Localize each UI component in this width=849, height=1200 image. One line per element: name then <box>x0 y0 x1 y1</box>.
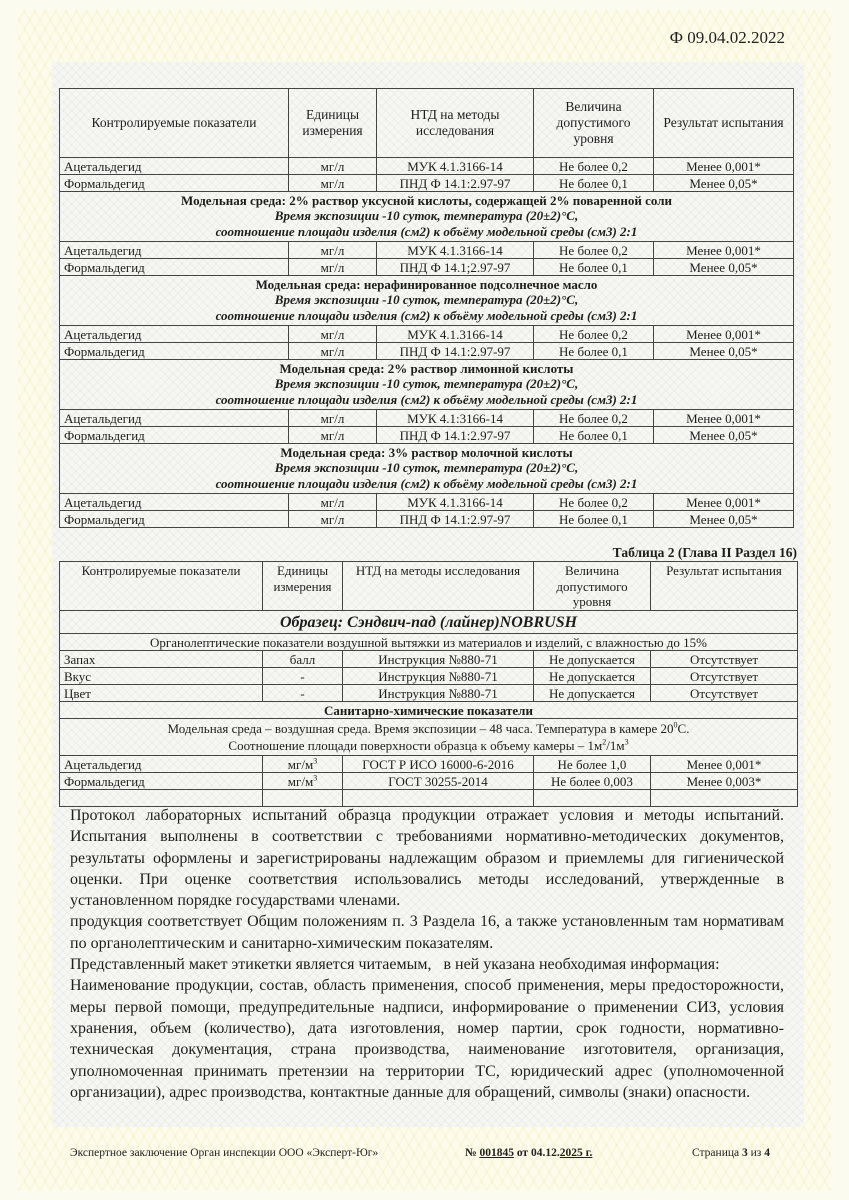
cell-method: МУК 4.1.3166-14 <box>377 158 534 175</box>
sanitary-title-row <box>60 702 798 719</box>
paragraph-label-intro: Представленный макет этикетки является читаемым, в ней указана необходимая информация: <box>70 956 720 974</box>
section-ratio: соотношение площади изделия (см2) к объёму модельной среды (см3) 2:1 <box>215 392 638 407</box>
table2-header-row <box>60 562 798 611</box>
cell-limit: Не более 0,2 <box>534 410 654 427</box>
results-table-1 <box>59 88 794 528</box>
cell-method: ГОСТ 30255-2014 <box>343 773 534 790</box>
empty-cell <box>651 790 798 807</box>
header-unit: Единицы измерения <box>289 89 377 158</box>
table-row <box>60 410 794 427</box>
model-air-line2-mid: /1м <box>606 738 625 753</box>
cell-indicator: Формальдегид <box>60 511 289 528</box>
table-row <box>60 343 794 360</box>
sample-row <box>60 611 798 634</box>
unit-text: мг/м <box>287 756 314 772</box>
cell-unit <box>263 756 343 773</box>
cell-result: Отсутствует <box>651 651 798 668</box>
cell-limit: Не более 0,2 <box>534 494 654 511</box>
model-air-line1-unit: С. <box>677 721 690 736</box>
model-medium-section <box>60 276 794 326</box>
cell-indicator: Ацетальдегид <box>60 410 289 427</box>
table2-caption: Таблица 2 (Глава II Раздел 16) <box>612 545 797 560</box>
date-part-a: 04.12. <box>530 1147 560 1159</box>
page-total: 4 <box>764 1147 770 1159</box>
table-row <box>60 259 794 276</box>
degree-sup: 0 <box>673 720 678 730</box>
empty-cell <box>343 790 534 807</box>
page-current: 3 <box>741 1147 748 1159</box>
unit-sup: 3 <box>313 773 318 783</box>
cell-result: Менее 0,05* <box>654 427 794 444</box>
cell-limit: Не допускается <box>534 685 651 702</box>
cell-method: ПНД Ф 14.1:2.97-97 <box>377 427 534 444</box>
results-table-2 <box>59 561 798 807</box>
cell-limit: Не более 0,003 <box>534 773 651 790</box>
cell-indicator: Формальдегид <box>60 343 289 360</box>
cell-result: Менее 0,05* <box>654 259 794 276</box>
empty-row <box>60 790 798 807</box>
unit-text: мг/м <box>287 773 314 789</box>
cell-unit: мг/л <box>289 242 377 259</box>
table-row <box>60 685 798 702</box>
cell-unit: мг/л <box>289 326 377 343</box>
header-indicator: Контролируемые показатели <box>60 89 289 158</box>
table-row <box>60 756 798 773</box>
organoleptic-caption-row <box>60 634 798 651</box>
cell-indicator: Формальдегид <box>60 175 289 192</box>
section-exposure: Время экспозиции -10 суток, температура (20±2)°С, <box>274 208 579 223</box>
table-row <box>60 427 794 444</box>
table-row <box>60 668 798 685</box>
paragraph-protocol: Протокол лабораторных испытаний образца продукции отражает условия и методы испытаний. Испытания выполнены в соответствии с требованиями нормативно-методических документов, результаты оформлены и зарегистрированы надлежащим образом и приемлемы для гигиенической оценки. При оценке соответствия использовались методы исследований, утвержденные в установленном порядке государствами членами. <box>70 807 784 910</box>
cell-method: ПНД Ф 14.1;2.97-97 <box>377 259 534 276</box>
header-result: Результат испытания <box>651 562 798 611</box>
cell-result: Менее 0,001* <box>654 494 794 511</box>
header-limit: Величина допустимого уровня <box>534 562 651 611</box>
section-title: Модельная среда: 2% раствор уксусной кислоты, содержащей 2% поваренной соли <box>180 193 672 208</box>
page-label: Страница <box>692 1147 742 1159</box>
number-value: 001845 <box>479 1147 514 1159</box>
cell-method: МУК 4.1.3166-14 <box>377 494 534 511</box>
cell-limit: Не более 0,2 <box>534 158 654 175</box>
empty-cell <box>60 790 263 807</box>
cell-result: Менее 0,05* <box>654 343 794 360</box>
table-row <box>60 494 794 511</box>
cell-indicator: Ацетальдегид <box>60 756 263 773</box>
cell-indicator: Цвет <box>60 685 263 702</box>
number-from: от <box>513 1147 531 1159</box>
section-row <box>60 444 794 494</box>
empty-cell <box>534 790 651 807</box>
date-part-b: 2025 г. <box>559 1147 593 1159</box>
cell-limit: Не допускается <box>534 651 651 668</box>
cell-unit <box>263 773 343 790</box>
table-row <box>60 158 794 175</box>
table-row <box>60 651 798 668</box>
cell-limit: Не более 1,0 <box>534 756 651 773</box>
number-prefix: № <box>465 1147 480 1159</box>
table1-header-row <box>60 89 794 158</box>
header-method: НТД на методы исследования <box>343 562 534 611</box>
sanitary-title: Санитарно-химические показатели <box>60 702 798 719</box>
section-row <box>60 276 794 326</box>
cell-limit: Не более 0,1 <box>534 343 654 360</box>
section-exposure: Время экспозиции -10 суток, температура (20±2)°С, <box>274 460 579 475</box>
cell-indicator: Формальдегид <box>60 427 289 444</box>
paragraph-compliance: продукция соответствует Общим положениям п. 3 Раздела 16, а также установленным там нормативам по органолептическим и санитарно-химическим показателям. <box>70 913 784 952</box>
cell-indicator: Ацетальдегид <box>60 494 289 511</box>
header-method: НТД на методы исследования <box>377 89 534 158</box>
cell-limit: Не более 0,2 <box>534 242 654 259</box>
cell-limit: Не более 0,1 <box>534 511 654 528</box>
header-unit: Единицы измерения <box>263 562 343 611</box>
model-air-line2-text: Соотношение площади поверхности образца к объему камеры – 1м <box>228 738 603 753</box>
header-result: Результат испытания <box>654 89 794 158</box>
cell-limit: Не более 0,1 <box>534 427 654 444</box>
cell-result: Менее 0,001* <box>654 410 794 427</box>
model-air-row <box>60 719 798 756</box>
section-row <box>60 192 794 242</box>
cell-limit: Не более 0,1 <box>534 175 654 192</box>
cell-unit: - <box>263 668 343 685</box>
sup-3: 3 <box>624 737 629 747</box>
paragraph-label-info: Наименование продукции, состав, область применения, способ применения, меры предосторожности, меры первой помощи, предупредительные надписи, информирование о применении СИЗ, условия хранения, объем (количество), дата изготовления, номер партии, срок годности, нормативно-техническая документация, страна производства, наименование изготовителя, организация, уполномоченная принимать претензии на территории ТС, юридический адрес (уполномоченной организации), адрес производства, контактные данные для обращений, символы (знаки) опасности. <box>70 977 784 1101</box>
footer-document-number <box>465 1147 592 1159</box>
sup-2: 2 <box>602 737 607 747</box>
table-row <box>60 242 794 259</box>
cell-result: Менее 0,001* <box>654 158 794 175</box>
cell-indicator: Вкус <box>60 668 263 685</box>
cell-method: МУК 4.1.3166-14 <box>377 242 534 259</box>
table-row <box>60 326 794 343</box>
cell-result: Менее 0,003* <box>651 773 798 790</box>
model-medium-section <box>60 360 794 410</box>
model-air-line2 <box>228 738 628 753</box>
cell-indicator: Ацетальдегид <box>60 326 289 343</box>
section-title: Модельная среда: 3% раствор молочной кислоты <box>280 445 573 460</box>
form-code: Ф 09.04.02.2022 <box>669 28 785 47</box>
cell-unit: мг/л <box>289 410 377 427</box>
model-air-conditions <box>60 719 798 756</box>
cell-unit: мг/л <box>289 511 377 528</box>
section-ratio: соотношение площади изделия (см2) к объёму модельной среды (см3) 2:1 <box>215 308 638 323</box>
model-air-line1 <box>168 721 690 736</box>
cell-limit: Не более 0,2 <box>534 326 654 343</box>
section-title: Модельная среда: нерафинированное подсолнечное масло <box>255 277 598 292</box>
cell-result: Отсутствует <box>651 668 798 685</box>
cell-unit: мг/л <box>289 158 377 175</box>
cell-unit: мг/л <box>289 427 377 444</box>
cell-unit: мг/л <box>289 175 377 192</box>
cell-indicator: Ацетальдегид <box>60 242 289 259</box>
cell-indicator: Формальдегид <box>60 773 263 790</box>
cell-method: Инструкция №880-71 <box>343 685 534 702</box>
header-limit: Величина допустимого уровня <box>534 89 654 158</box>
sample-title: Образец: Сэндвич-пад (лайнер)NOBRUSH <box>60 611 798 634</box>
organoleptic-caption: Органолептические показатели воздушной вытяжки из материалов и изделий, с влажностью до 15% <box>60 634 798 651</box>
cell-result: Менее 0,001* <box>654 326 794 343</box>
section-exposure: Время экспозиции -10 суток, температура (20±2)°С, <box>274 376 579 391</box>
model-medium-section <box>60 444 794 494</box>
table-row <box>60 511 794 528</box>
cell-unit: балл <box>263 651 343 668</box>
conclusion-text <box>70 805 784 1103</box>
cell-result: Отсутствует <box>651 685 798 702</box>
unit-sup: 3 <box>313 756 318 766</box>
empty-cell <box>263 790 343 807</box>
cell-limit: Не допускается <box>534 668 651 685</box>
section-ratio: соотношение площади изделия (см2) к объёму модельной среды (см3) 2:1 <box>215 476 638 491</box>
section-ratio: соотношение площади изделия (см2) к объёму модельной среды (см3) 2:1 <box>215 224 638 239</box>
cell-unit: - <box>263 685 343 702</box>
page-of: из <box>747 1147 765 1159</box>
cell-result: Менее 0,001* <box>651 756 798 773</box>
footer-page-number <box>692 1147 770 1159</box>
table-row <box>60 773 798 790</box>
cell-method: ПНД Ф 14.1:2.97-97 <box>377 343 534 360</box>
cell-method: МУК 4.1:3166-14 <box>377 410 534 427</box>
cell-result: Менее 0,05* <box>654 175 794 192</box>
cell-indicator: Запах <box>60 651 263 668</box>
cell-limit: Не более 0,1 <box>534 259 654 276</box>
model-medium-section <box>60 192 794 242</box>
cell-unit: мг/л <box>289 259 377 276</box>
section-row <box>60 360 794 410</box>
cell-indicator: Формальдегид <box>60 259 289 276</box>
cell-unit: мг/л <box>289 494 377 511</box>
cell-method: ГОСТ Р ИСО 16000-6-2016 <box>343 756 534 773</box>
section-exposure: Время экспозиции -10 суток, температура (20±2)°С, <box>274 292 579 307</box>
cell-method: Инструкция №880-71 <box>343 651 534 668</box>
cell-result: Менее 0,05* <box>654 511 794 528</box>
cell-unit: мг/л <box>289 343 377 360</box>
footer-issuer: Экспертное заключение Орган инспекции ООО «Эксперт-Юг» <box>70 1147 379 1159</box>
header-indicator: Контролируемые показатели <box>60 562 263 611</box>
section-title: Модельная среда: 2% раствор лимонной кислоты <box>279 361 574 376</box>
model-air-line1-text: Модельная среда – воздушная среда. Время экспозиции – 48 часа. Температура в камере 20 <box>167 721 674 736</box>
cell-method: Инструкция №880-71 <box>343 668 534 685</box>
cell-method: ПНД Ф 14.1:2.97-97 <box>377 511 534 528</box>
table-row <box>60 175 794 192</box>
cell-indicator: Ацетальдегид <box>60 158 289 175</box>
cell-result: Менее 0,001* <box>654 242 794 259</box>
cell-method: ПНД Ф 14.1:2.97-97 <box>377 175 534 192</box>
cell-method: МУК 4.1.3166-14 <box>377 326 534 343</box>
